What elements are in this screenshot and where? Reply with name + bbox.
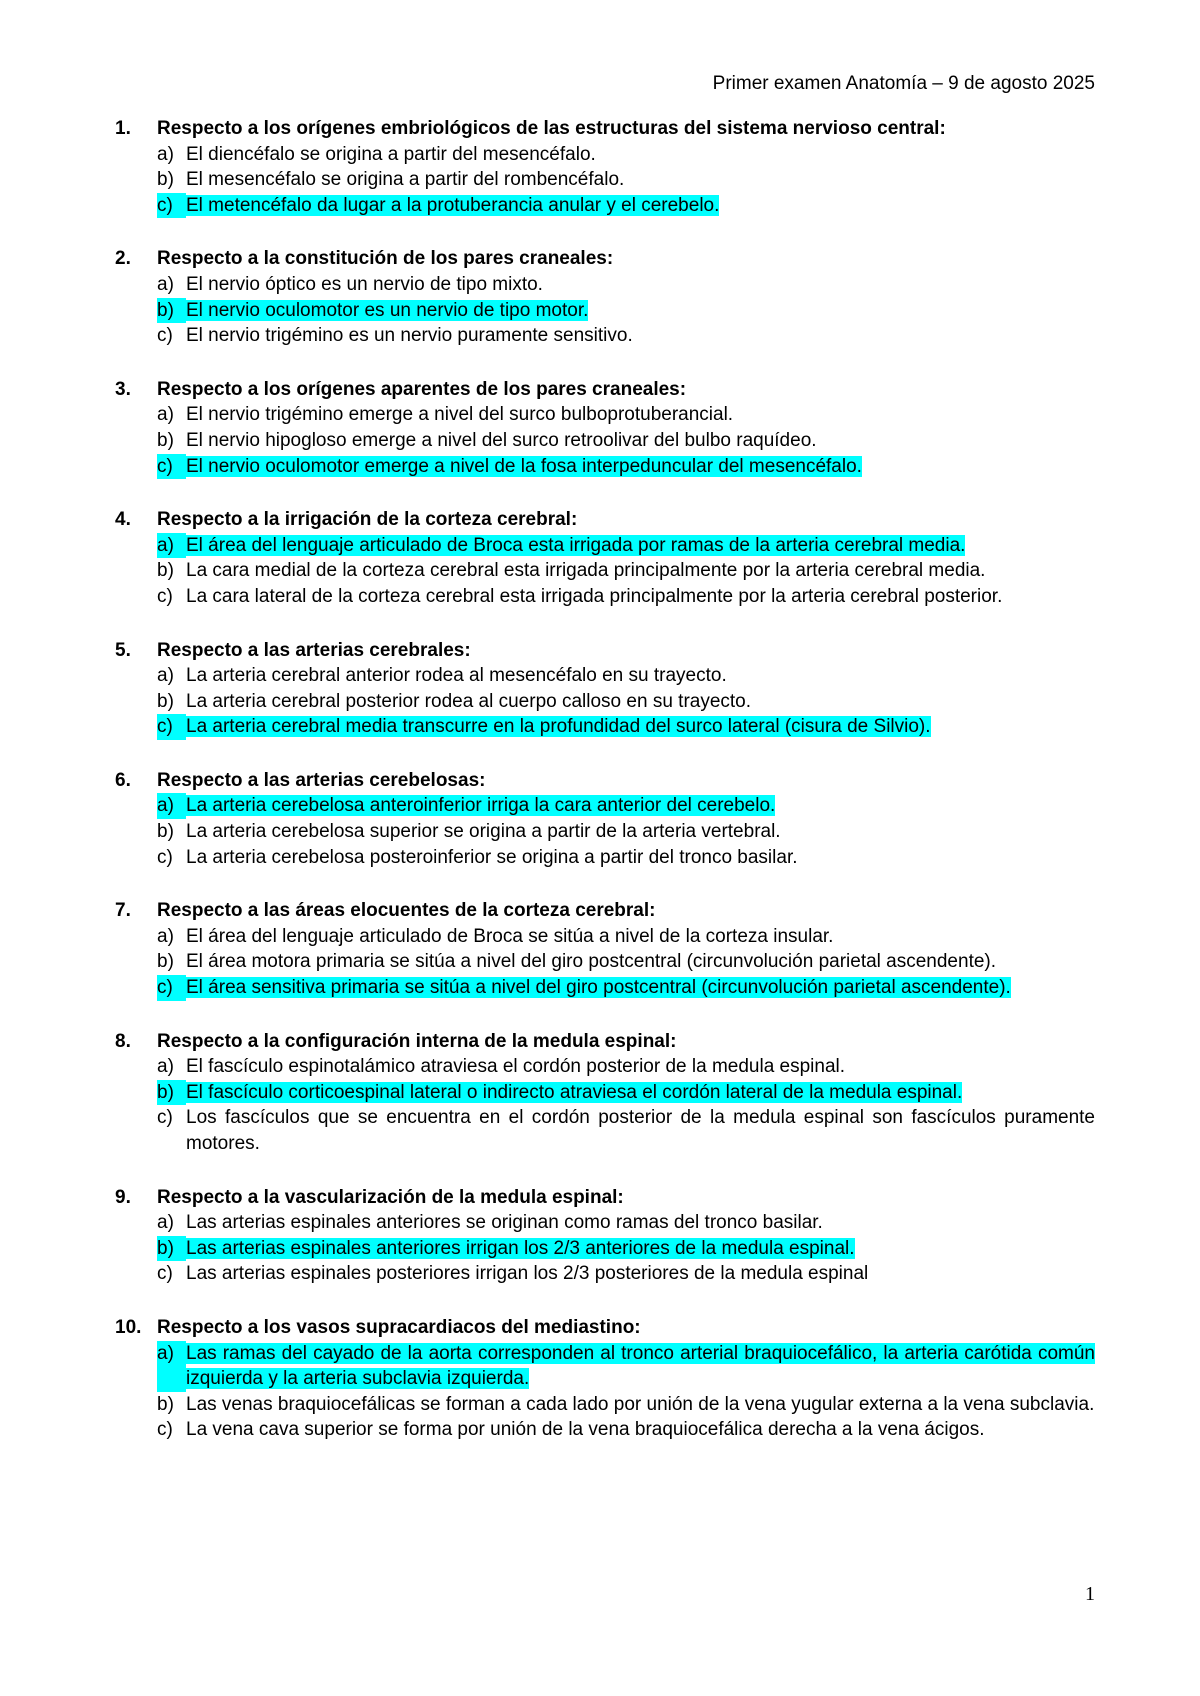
question-number: 4. <box>115 509 131 531</box>
option-letter: c) <box>157 585 173 607</box>
option <box>157 819 1095 845</box>
question-item <box>115 768 1095 870</box>
question-heading <box>115 1029 1095 1055</box>
option-letter: c) <box>157 1107 173 1129</box>
option-letter: b) <box>157 429 174 451</box>
question-heading <box>115 1185 1095 1211</box>
option-list <box>115 1341 1095 1443</box>
option-highlighted <box>157 1236 1095 1262</box>
option-text: Los fascículos que se encuentra en el cordón posterior de la medula espinal son fascículos puramente motores. <box>186 1107 1095 1154</box>
option-text: El nervio trigémino emerge a nivel del surco bulboprotuberancial. <box>186 404 734 426</box>
question-heading <box>115 638 1095 664</box>
question-number: 7. <box>115 900 131 922</box>
option-letter: a) <box>157 793 186 819</box>
question-text: Respecto a las arterias cerebrales: <box>157 639 471 661</box>
option <box>157 1210 1095 1236</box>
option-highlighted <box>157 454 1095 480</box>
answer-highlight: El fascículo corticoespinal lateral o indirecto atraviesa el cordón lateral de la medula espinal. <box>186 1081 963 1103</box>
option <box>157 663 1095 689</box>
option <box>157 845 1095 871</box>
question-number: 2. <box>115 248 131 270</box>
question-item <box>115 507 1095 609</box>
question-number: 9. <box>115 1186 131 1208</box>
question-item <box>115 1029 1095 1157</box>
option-text: La arteria cerebral posterior rodea al cuerpo calloso en su trayecto. <box>186 690 752 712</box>
question-text: Respecto a la vascularización de la medula espinal: <box>157 1186 624 1208</box>
question-text: Respecto a las arterias cerebelosas: <box>157 769 486 791</box>
option-letter: b) <box>157 1080 186 1106</box>
option <box>157 584 1095 610</box>
option <box>157 402 1095 428</box>
option-highlighted <box>157 193 1095 219</box>
option-list <box>115 663 1095 740</box>
page-header: Primer examen Anatomía – 9 de agosto 2025 <box>712 73 1095 94</box>
option-letter: a) <box>157 1056 174 1078</box>
option <box>157 428 1095 454</box>
question-number: 6. <box>115 769 131 791</box>
question-item <box>115 377 1095 479</box>
question-number: 8. <box>115 1030 131 1052</box>
option-text: El diencéfalo se origina a partir del mesencéfalo. <box>186 143 596 165</box>
option-highlighted <box>157 975 1095 1001</box>
answer-highlight: El nervio oculomotor emerge a nivel de la fosa interpeduncular del mesencéfalo. <box>186 455 862 477</box>
question-number: 3. <box>115 378 131 400</box>
question-text: Respecto a los orígenes aparentes de los pares craneales: <box>157 378 687 400</box>
question-heading <box>115 116 1095 142</box>
option-letter: a) <box>157 1212 174 1234</box>
option-letter: c) <box>157 1419 173 1441</box>
question-heading <box>115 507 1095 533</box>
option-list <box>115 142 1095 219</box>
option-text: El área del lenguaje articulado de Broca se sitúa a nivel de la corteza insular. <box>186 925 834 947</box>
option-text: La arteria cerebral anterior rodea al mesencéfalo en su trayecto. <box>186 665 727 687</box>
question-item <box>115 1315 1095 1443</box>
question-item <box>115 116 1095 218</box>
option-letter: c) <box>157 325 173 347</box>
option-letter: a) <box>157 925 174 947</box>
option-letter: c) <box>157 975 186 1001</box>
answer-highlight: El metencéfalo da lugar a la protuberancia anular y el cerebelo. <box>186 194 720 216</box>
question-text: Respecto a los orígenes embriológicos de las estructuras del sistema nervioso central: <box>157 118 946 139</box>
question-list <box>115 116 1095 1443</box>
option <box>157 167 1095 193</box>
option-letter: a) <box>157 404 174 426</box>
option-list <box>115 272 1095 349</box>
option <box>157 1417 1095 1443</box>
question-number: 1. <box>115 118 131 139</box>
option-text: El nervio óptico es un nervio de tipo mixto. <box>186 273 543 295</box>
option-letter: c) <box>157 1263 173 1285</box>
answer-highlight: La arteria cerebral media transcurre en la profundidad del surco lateral (cisura de Silvio). <box>186 716 931 738</box>
option-text <box>186 1080 1095 1106</box>
question-item <box>115 898 1095 1000</box>
answer-highlight: La arteria cerebelosa anteroinferior irriga la cara anterior del cerebelo. <box>186 795 776 817</box>
option-letter: b) <box>157 821 174 843</box>
option-letter: a) <box>157 665 174 687</box>
question-heading <box>115 768 1095 794</box>
answer-highlight: El nervio oculomotor es un nervio de tipo motor. <box>186 299 589 321</box>
option-highlighted <box>157 1341 1095 1392</box>
option-text <box>186 454 1095 480</box>
question-text: Respecto a la constitución de los pares craneales: <box>157 248 614 270</box>
option <box>157 949 1095 975</box>
question-item <box>115 638 1095 740</box>
option-text: La arteria cerebelosa superior se origina a partir de la arteria vertebral. <box>186 821 781 843</box>
option <box>157 1261 1095 1287</box>
option-text: El nervio trigémino es un nervio puramente sensitivo. <box>186 325 633 347</box>
option-text <box>186 714 1095 740</box>
option-highlighted <box>157 1080 1095 1106</box>
option-text <box>186 975 1095 1001</box>
option-letter: b) <box>157 169 174 191</box>
option-highlighted <box>157 714 1095 740</box>
option-text: La vena cava superior se forma por unión de la vena braquiocefálica derecha a la vena ácigos. <box>186 1419 985 1441</box>
option-letter: b) <box>157 560 174 582</box>
question-heading <box>115 246 1095 272</box>
option-text: El nervio hipogloso emerge a nivel del surco retroolivar del bulbo raquídeo. <box>186 429 817 451</box>
option-text: El mesencéfalo se origina a partir del rombencéfalo. <box>186 169 625 191</box>
option-list <box>115 793 1095 870</box>
option-letter: c) <box>157 454 186 480</box>
option <box>157 272 1095 298</box>
option-letter: b) <box>157 951 174 973</box>
option-list <box>115 533 1095 610</box>
option <box>157 1105 1095 1156</box>
option-letter: b) <box>157 298 186 324</box>
option-text: Las venas braquiocefálicas se forman a cada lado por unión de la vena yugular externa a la vena subclavia. <box>186 1393 1095 1415</box>
option <box>157 689 1095 715</box>
page-number: 1 <box>1085 1583 1095 1605</box>
question-number: 10. <box>115 1316 142 1338</box>
option-list <box>115 1054 1095 1156</box>
option-list <box>115 402 1095 479</box>
answer-highlight: El área del lenguaje articulado de Broca esta irrigada por ramas de la arteria cerebral media. <box>186 534 966 556</box>
option-highlighted <box>157 298 1095 324</box>
question-item <box>115 1185 1095 1287</box>
option-letter: b) <box>157 1393 174 1415</box>
option-text <box>186 533 1095 559</box>
question-heading <box>115 377 1095 403</box>
option-list <box>115 924 1095 1001</box>
answer-highlight: Las ramas del cayado de la aorta corresponden al tronco arterial braquiocefálico, la arteria carótida común izquierda y la arteria subclavia izquierda. <box>186 1342 1095 1390</box>
question-text: Respecto a las áreas elocuentes de la corteza cerebral: <box>157 900 656 922</box>
option-text <box>186 298 1095 324</box>
option-letter: a) <box>157 1341 186 1392</box>
option-text: Las arterias espinales anteriores se originan como ramas del tronco basilar. <box>186 1212 823 1234</box>
answer-highlight: Las arterias espinales anteriores irrigan los 2/3 anteriores de la medula espinal. <box>186 1237 855 1259</box>
question-item <box>115 246 1095 348</box>
option-letter: a) <box>157 273 174 295</box>
option <box>157 924 1095 950</box>
option-letter: a) <box>157 533 186 559</box>
answer-highlight: El área sensitiva primaria se sitúa a nivel del giro postcentral (circunvolución parietal ascendente). <box>186 977 1011 999</box>
option-text <box>186 1341 1095 1392</box>
option-highlighted <box>157 533 1095 559</box>
option-text: El fascículo espinotalámico atraviesa el cordón posterior de la medula espinal. <box>186 1056 846 1078</box>
option-text <box>186 793 1095 819</box>
option <box>157 323 1095 349</box>
option-text <box>186 1236 1095 1262</box>
option <box>157 142 1095 168</box>
question-text: Respecto a la irrigación de la corteza cerebral: <box>157 509 578 531</box>
question-text: Respecto a los vasos supracardiacos del mediastino: <box>157 1316 641 1338</box>
option-letter: a) <box>157 143 174 165</box>
option-letter: c) <box>157 714 186 740</box>
question-heading <box>115 898 1095 924</box>
option-letter: c) <box>157 193 186 219</box>
question-text: Respecto a la configuración interna de la medula espinal: <box>157 1030 677 1052</box>
option-text: El área motora primaria se sitúa a nivel del giro postcentral (circunvolución parietal ascendente). <box>186 951 997 973</box>
option-text: La arteria cerebelosa posteroinferior se origina a partir del tronco basilar. <box>186 846 798 868</box>
option-letter: b) <box>157 690 174 712</box>
option <box>157 1054 1095 1080</box>
option <box>157 1392 1095 1418</box>
option-text: La cara lateral de la corteza cerebral esta irrigada principalmente por la arteria cerebral posterior. <box>186 585 1003 607</box>
option-text: La cara medial de la corteza cerebral esta irrigada principalmente por la arteria cerebral media. <box>186 560 986 582</box>
question-heading <box>115 1315 1095 1341</box>
option-letter: b) <box>157 1236 186 1262</box>
option <box>157 558 1095 584</box>
option-letter: c) <box>157 846 173 868</box>
option-text <box>186 193 1095 219</box>
option-list <box>115 1210 1095 1287</box>
question-number: 5. <box>115 639 131 661</box>
option-text: Las arterias espinales posteriores irrigan los 2/3 posteriores de la medula espinal <box>186 1263 869 1285</box>
option-highlighted <box>157 793 1095 819</box>
